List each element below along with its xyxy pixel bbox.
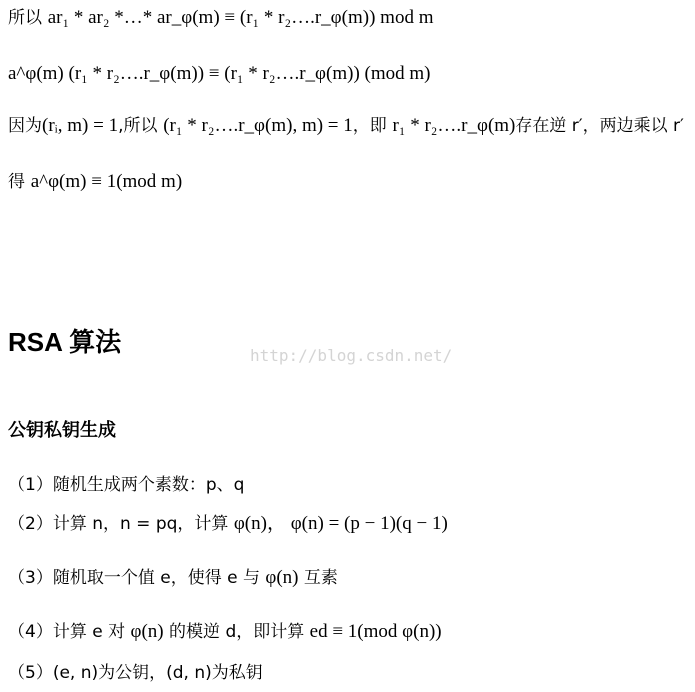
step-3-label: （3） — [8, 568, 53, 588]
step-1-text: 随机生成两个素数：p、q — [52, 475, 245, 495]
step-3-tail: 互素 — [303, 568, 338, 588]
step-5 — [8, 661, 263, 685]
formula-line-3-mid: ,所以 — [118, 116, 158, 136]
step-4 — [8, 620, 442, 644]
formula-line-3-mid2: ，即 — [352, 116, 387, 136]
step-2 — [8, 512, 448, 536]
formula-line-4-math: a^φ(m) ≡ 1(mod m) — [30, 171, 183, 192]
watermark: http://blog.csdn.net/ — [250, 346, 453, 365]
step-4-math2: ed ≡ 1(mod φ(n)) — [309, 621, 442, 642]
step-4-math: φ(n) — [130, 621, 164, 642]
formula-line-2-math: a^φ(m) (r₁ * r₂….r_φ(m)) ≡ (r₁ * r₂….r_φ(m)) (mod m) — [8, 63, 431, 84]
formula-line-4-prefix: 得 — [8, 172, 25, 192]
step-2-label: （2） — [8, 514, 53, 534]
step-2-math: φ(n)， φ(n) = (p − 1)(q − 1) — [233, 513, 448, 534]
formula-line-3-math-b: (r₁ * r₂….r_φ(m), m) = 1 — [163, 115, 353, 136]
step-2-text: 计算 n，n = pq，计算 — [52, 514, 229, 534]
step-5-label: （5） — [8, 663, 53, 683]
step-4-label: （4） — [8, 622, 53, 642]
step-1 — [8, 473, 244, 497]
step-4-tail: 的模逆 d，即计算 — [169, 622, 305, 642]
step-3 — [8, 566, 338, 590]
formula-line-1-prefix: 所以 — [8, 8, 42, 28]
formula-line-2 — [8, 62, 431, 86]
formula-line-3-math-c: r₁ * r₂….r_φ(m) — [392, 115, 516, 136]
formula-line-1 — [8, 6, 433, 30]
formula-line-3-suffix: 存在逆 r′，两边乘以 r′ — [515, 116, 684, 136]
formula-line-3-prefix: 因为 — [8, 116, 42, 136]
formula-line-3-math-a: (rᵢ, m) = 1 — [42, 115, 119, 136]
step-4-text: 计算 e 对 — [52, 622, 126, 642]
formula-line-3 — [8, 114, 684, 138]
step-3-text: 随机取一个值 e，使得 e 与 — [52, 568, 260, 588]
step-5-text: (e, n)为公钥，(d, n)为私钥 — [52, 663, 263, 683]
step-1-label: （1） — [8, 475, 53, 495]
section-heading: RSA 算法 — [8, 327, 122, 357]
subsection-heading: 公钥私钥生成 — [8, 420, 116, 441]
formula-line-4 — [8, 170, 182, 194]
formula-line-1-math: ar₁ * ar₂ *…* ar_φ(m) ≡ (r₁ * r₂….r_φ(m)) mod m — [47, 7, 434, 28]
step-3-math: φ(n) — [265, 567, 299, 588]
